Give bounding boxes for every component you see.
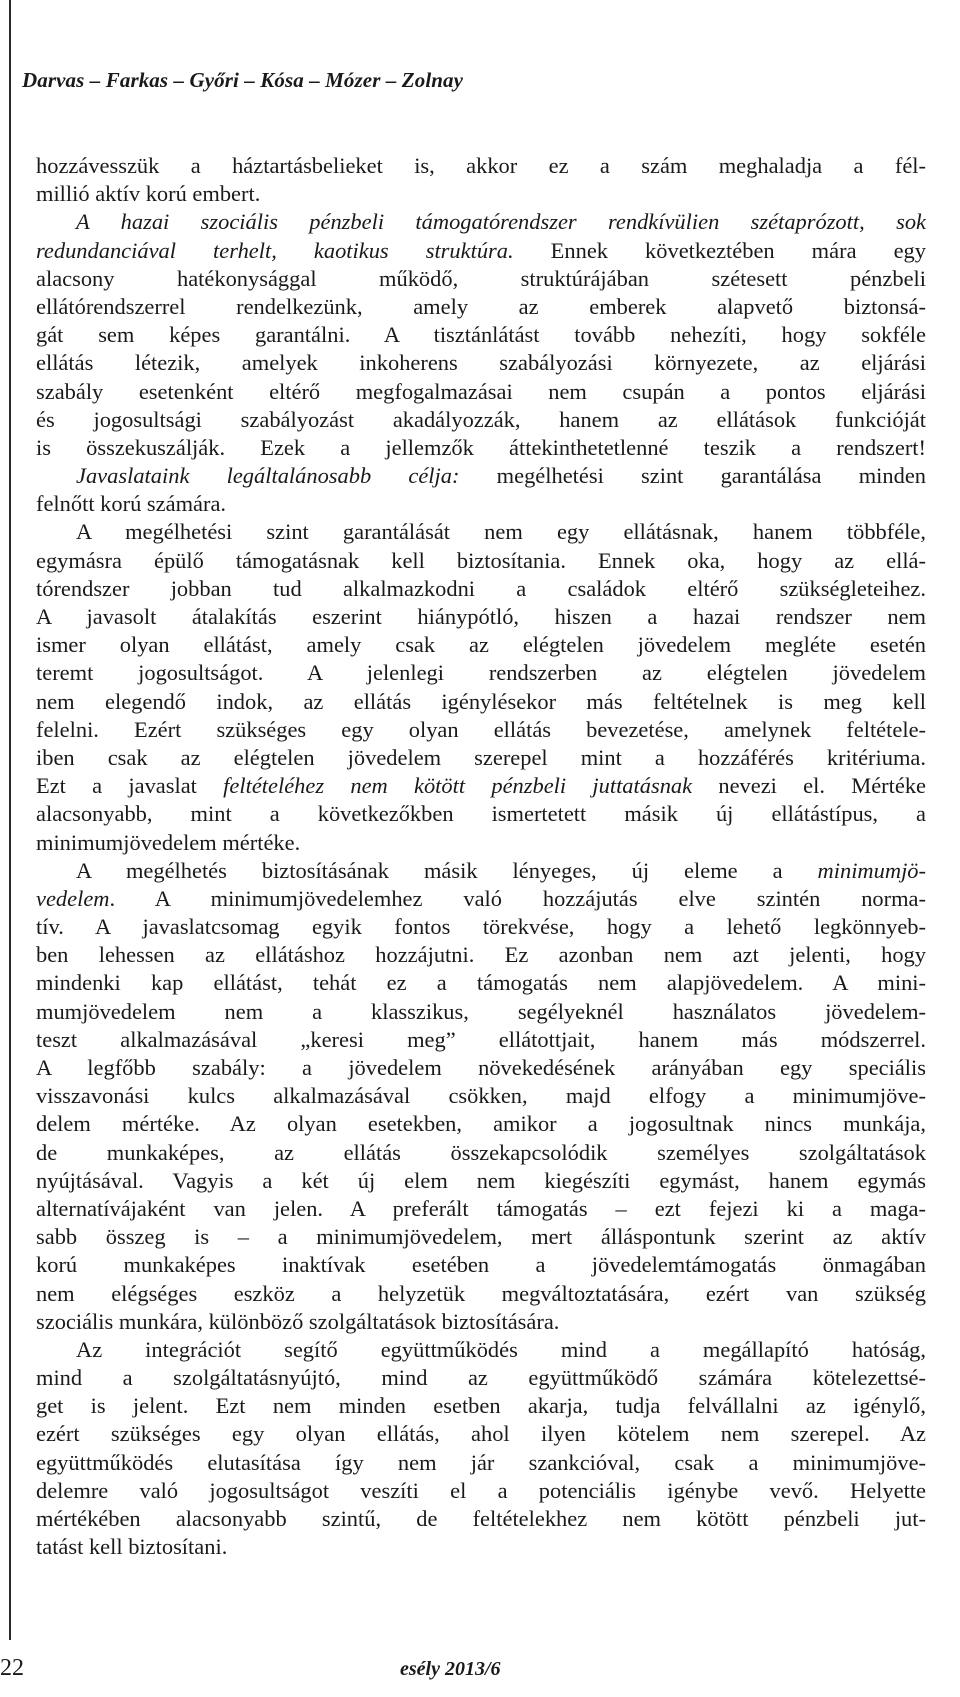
- text-run: is összekuszálják. Ezek a jellemzők áttekinthetetlenné teszik a rendszert!: [36, 434, 926, 460]
- text-line: [36, 237, 926, 265]
- text-line: [36, 349, 926, 377]
- italic-text: minimumjö-: [817, 857, 926, 883]
- text-line: [36, 406, 926, 434]
- text-run: ben lehessen az ellátáshoz hozzájutni. Ez azonban nem azt jelenti, hogy: [36, 942, 926, 968]
- page-number: 22: [0, 1655, 24, 1681]
- text-line: [36, 1139, 926, 1167]
- text-line: [36, 378, 926, 406]
- italic-text: feltételéhez nem kötött pénzbeli juttatásnak: [223, 773, 693, 799]
- text-line: [36, 1392, 926, 1420]
- text-line: [36, 1110, 926, 1138]
- text-run: nyújtásával. Vagyis a két új elem nem kiegészíti egymást, hanem egymás: [36, 1167, 926, 1193]
- text-run: mértékében alacsonyabb szintű, de feltételekhez nem kötött pénzbeli jut-: [36, 1506, 926, 1531]
- text-line: [36, 744, 926, 772]
- italic-text: redundanciával terhelt, kaotikus struktúra.: [36, 237, 514, 263]
- text-run: hozzávesszük a háztartásbelieket is, akkor ez a szám meghaladja a fél-: [36, 153, 926, 178]
- text-line: [36, 1420, 926, 1448]
- text-line: [36, 800, 926, 828]
- text-run: felelni. Ezért szükséges egy olyan ellátás bevezetése, amelynek feltétele-: [36, 716, 926, 742]
- text-run: egymásra épülő támogatásnak kell biztosítania. Ennek oka, hogy az ellá-: [36, 547, 926, 573]
- text-run: A megélhetési szint garantálását nem egy ellátásnak, hanem többféle,: [76, 519, 926, 545]
- text-run: és jogosultsági szabályozást akadályozzák, hanem az ellátások funkcióját: [36, 406, 926, 432]
- text-line: [36, 1026, 926, 1054]
- text-run: alacsony hatékonysággal működő, struktúrájában szétesett pénzbeli: [36, 265, 926, 291]
- text-run: minimumjövedelem mértéke.: [36, 829, 301, 855]
- text-line: [36, 1336, 926, 1364]
- article-body: [36, 152, 926, 1561]
- text-run: Az integrációt segítő együttműködés mind a megállapító hatóság,: [76, 1336, 926, 1362]
- text-line: [36, 659, 926, 687]
- text-line: [36, 1167, 926, 1195]
- text-run: nem elegendő indok, az ellátás igénylésekor más feltételnek is meg kell: [36, 688, 926, 714]
- text-run: iben csak az elégtelen jövedelem szerepel mint a hozzáférés kritériuma.: [36, 744, 926, 770]
- running-head-authors: Darvas – Farkas – Győri – Kósa – Mózer – Zolnay: [22, 68, 464, 92]
- text-line: [36, 631, 926, 659]
- text-line: [36, 1082, 926, 1110]
- italic-text: vedelem: [36, 885, 110, 911]
- text-line: [36, 603, 926, 631]
- text-run: millió aktív korú embert.: [36, 181, 261, 207]
- text-line: [36, 208, 926, 236]
- text-line: [36, 941, 926, 969]
- text-run: gát sem képes garantálni. A tisztánlátást tovább nehezíti, hogy sokféle: [36, 322, 926, 348]
- text-run: delem mértéke. Az olyan esetekben, amikor a jogosultnak nincs munkája,: [36, 1111, 926, 1137]
- text-line: [36, 829, 926, 857]
- text-run: teszt alkalmazásával „keresi meg” ellátottjait, hanem más módszerrel.: [36, 1026, 926, 1052]
- text-line: [36, 490, 926, 518]
- text-line: [36, 293, 926, 321]
- text-run: de munkaképes, az ellátás összekapcsolódik személyes szolgáltatások: [36, 1139, 926, 1165]
- text-run: mindenki kap ellátást, tehát ez a támogatás nem alapjövedelem. A mini-: [36, 970, 926, 996]
- text-run: korú munkaképes inaktívak esetében a jövedelemtámogatás önmagában: [36, 1252, 926, 1278]
- text-run: . A minimumjövedelemhez való hozzájutás elve szintén norma-: [109, 885, 926, 911]
- text-line: [36, 772, 926, 800]
- text-run: teremt jogosultságot. A jelenlegi rendszerben az elégtelen jövedelem: [36, 660, 926, 686]
- text-line: [36, 434, 926, 462]
- text-run: tatást kell biztosítani.: [36, 1534, 228, 1560]
- text-line: [36, 265, 926, 293]
- text-line: [36, 180, 926, 208]
- text-run: szociális munkára, különböző szolgáltatások biztosítására.: [36, 1308, 560, 1334]
- text-line: [36, 462, 926, 490]
- text-run: delemre való jogosultságot veszíti el a potenciális igénybe vevő. Helyette: [36, 1477, 926, 1503]
- text-line: [36, 547, 926, 575]
- text-run: nem elégséges eszköz a helyzetük megváltoztatására, ezért van szükség: [36, 1280, 926, 1306]
- text-line: [36, 1308, 926, 1336]
- text-line: [36, 885, 926, 913]
- text-line: [36, 688, 926, 716]
- italic-text: A hazai szociális pénzbeli támogatórendszer rendkívülien szétaprózott, sok: [76, 209, 926, 235]
- text-run: Ennek következtében mára egy: [513, 237, 926, 263]
- text-line: [36, 152, 926, 180]
- text-line: [36, 857, 926, 885]
- text-run: visszavonási kulcs alkalmazásával csökken, majd elfogy a minimumjöve-: [36, 1083, 926, 1109]
- text-line: [36, 716, 926, 744]
- text-run: megélhetési szint garantálása minden: [459, 463, 926, 489]
- text-line: [36, 1223, 926, 1251]
- text-line: [36, 998, 926, 1026]
- text-run: alternatívájaként van jelen. A preferált támogatás – ezt fejezi ki a maga-: [36, 1195, 926, 1221]
- italic-text: Javaslataink legáltalánosabb célja:: [76, 463, 460, 489]
- text-run: nevezi el. Mértéke: [692, 773, 926, 799]
- text-run: A javasolt átalakítás eszerint hiánypótló, hiszen a hazai rendszer nem: [36, 604, 926, 629]
- text-run: A megélhetés biztosításának másik lényeges, új eleme a: [76, 857, 818, 883]
- text-run: Ezt a javaslat: [36, 773, 224, 799]
- text-line: [36, 1533, 926, 1561]
- text-run: ezért szükséges egy olyan ellátás, ahol ilyen kötelem nem szerepel. Az: [36, 1421, 926, 1447]
- text-line: [36, 575, 926, 603]
- text-line: [36, 1449, 926, 1477]
- text-run: ismer olyan ellátást, amely csak az elégtelen jövedelem megléte esetén: [36, 632, 926, 658]
- text-run: ellátórendszerrel rendelkezünk, amely az emberek alapvető biztonsá-: [36, 293, 926, 319]
- text-run: együttműködés elutasítása így nem jár szankcióval, csak a minimumjöve-: [36, 1449, 926, 1475]
- text-line: [36, 913, 926, 941]
- text-line: [36, 969, 926, 997]
- text-run: ellátás létezik, amelyek inkoherens szabályozási környezete, az eljárási: [36, 350, 926, 376]
- text-line: [36, 1364, 926, 1392]
- text-run: get is jelent. Ezt nem minden esetben akarja, tudja felvállalni az igénylő,: [36, 1393, 926, 1419]
- text-line: [36, 1280, 926, 1308]
- journal-footer: esély 2013/6: [400, 1658, 501, 1680]
- text-line: [36, 321, 926, 349]
- text-run: szabály esetenként eltérő megfogalmazásai nem csupán a pontos eljárási: [36, 378, 926, 404]
- text-line: [36, 1477, 926, 1505]
- text-line: [36, 518, 926, 546]
- text-run: tórendszer jobban tud alkalmazkodni a családok eltérő szükségleteihez.: [36, 575, 926, 601]
- text-line: [36, 1251, 926, 1279]
- text-run: mind a szolgáltatásnyújtó, mind az együttműködő számára kötelezettsé-: [36, 1365, 926, 1391]
- text-run: sabb összeg is – a minimumjövedelem, mert álláspontunk szerint az aktív: [36, 1224, 926, 1250]
- text-line: [36, 1054, 926, 1082]
- margin-rule: [9, 0, 11, 1640]
- text-run: felnőtt korú számára.: [36, 491, 227, 517]
- text-line: [36, 1505, 926, 1533]
- text-run: mumjövedelem nem a klasszikus, segélyeknél használatos jövedelem-: [36, 998, 926, 1024]
- text-run: alacsonyabb, mint a következőkben ismertetett másik új ellátástípus, a: [36, 801, 926, 827]
- text-line: [36, 1195, 926, 1223]
- text-run: A legfőbb szabály: a jövedelem növekedésének arányában egy speciális: [36, 1055, 926, 1080]
- text-run: tív. A javaslatcsomag egyik fontos törekvése, hogy a lehető legkönnyeb-: [36, 914, 926, 940]
